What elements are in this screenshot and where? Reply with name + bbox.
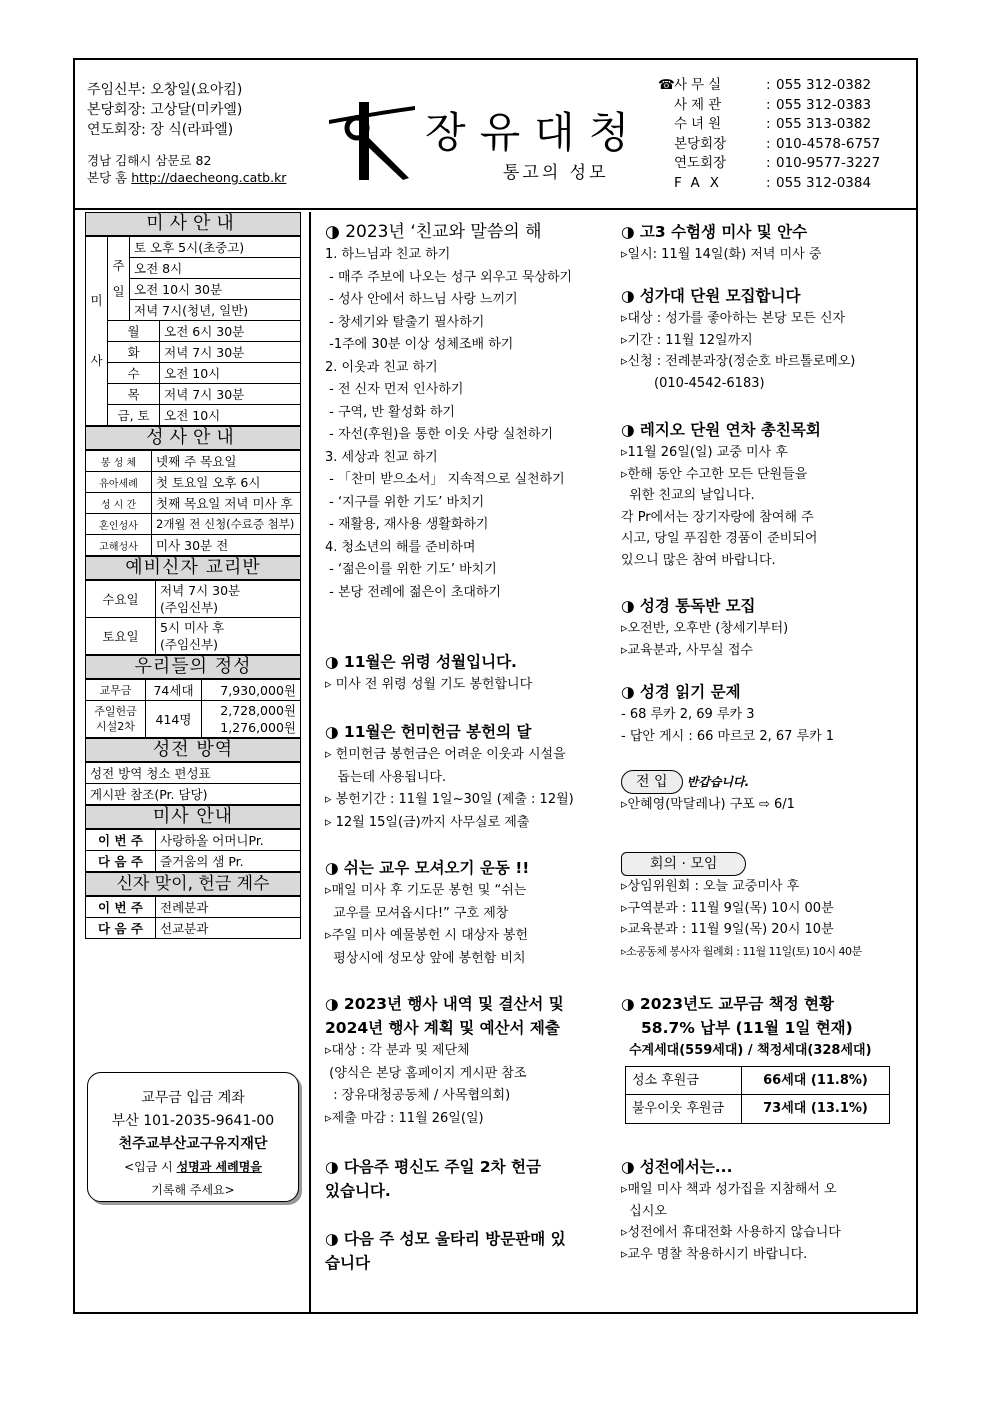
text-line: 4. 청소년의 해를 준비하며: [325, 539, 476, 555]
text-line: ▹성전에서 휴대전화 사용하지 않습니다: [621, 1225, 841, 1240]
staff-row: 본당회장: 고상달(미카엘): [87, 102, 243, 118]
theme-lines: [325, 244, 572, 604]
rice-offering-section: ◑ 11월은 헌미헌금 봉헌의 달 ▹ 헌미헌금 봉헌금은 어려운 이웃과 시설을 돕는데 사용됩니다. ▹ 봉헌기간 : 11월 1일~30일 (제출 : 12월) ▹ 12월 15일(금)까지 사무실로 제출: [325, 720, 574, 834]
bible-quiz-section: ◑ 성경 읽기 문제 - 68 루카 2, 69 루카 3 - 답안 게시 : 66 마르코 2, 67 루카 1: [621, 680, 834, 747]
meeting-section: [621, 852, 862, 962]
text-line: ▹기간 : 11월 12일까지: [621, 332, 753, 348]
bulletin-title: 장유대청: [425, 108, 644, 157]
sacrament-table: 봉 성 체 넷째 주 목요일 유아세례 첫 토요일 오후 6시 성 시 간 첫째 목요일 저녁 미사 후 혼인성사 2개월 전 신청(수료증 첨부) 고해성사 미사 30분 전: [85, 450, 301, 556]
text-line: : 장유대청공동체 / 사목협의회): [325, 1088, 511, 1103]
legio-gathering-section: ◑ 레지오 단원 연차 총친목회 ▹11월 26일(일) 교중 미사 후 ▹한해 동안 수고한 모든 단원들을 위한 친교의 날입니다. 각 Pr에서는 장기자랑에 참여해 주 시고, 당일 푸짐한 경품이 준비되어 있으니 많은 참여 바랍니다.: [621, 418, 821, 571]
staff-row: 연도회장: 장 식(라파엘): [87, 122, 234, 138]
text-line: ▹교육분과 : 11월 9일(목) 20시 10분: [621, 922, 834, 937]
text-line: 각 Pr에서는 장기자랑에 참여해 주: [621, 509, 814, 525]
mass-guide-table: 이 번 주 사랑하올 어머니Pr. 다 음 주 즐거움의 샘 Pr.: [85, 829, 301, 872]
text-line: - 매주 주보에 나오는 성구 외우고 묵상하기: [325, 269, 573, 285]
column-divider: [309, 212, 311, 1314]
text-line: 십시오: [621, 1203, 667, 1219]
offering-table: 교무금 74세대 7,930,000원 주일헌금 시설2차 414명 2,728,000원 1,276,000원: [85, 679, 301, 738]
text-line: ▹구역분과 : 11월 9일(목) 10시 00분: [621, 900, 834, 916]
mass-label: 미 사: [86, 237, 108, 426]
text-line: 교우를 모셔옵시다!” 구호 제창: [325, 905, 509, 921]
contact-row: 사제관 : 055 312-0383: [674, 96, 872, 113]
dues-table: 성소 후원금 66세대 (11.8%) 불우이웃 후원금 73세대 (13.1%): [625, 1066, 890, 1124]
welcome-table: 이 번 주 전례분과 다 음 주 선교분과: [85, 896, 301, 939]
dues-status-section: ◑ 2023년도 교무금 책정 현황 58.7% 납부 (11월 1일 현재) 수계세대(559세대) / 책정세대(328세대) 성소 후원금 66세대 (11.8%) 불우이웃 후원금 73세대 (13.1%): [621, 992, 890, 1124]
inactive-members-section: ◑ 쉬는 교우 모셔오기 운동 !! ▹매일 미사 후 기도문 봉헌 및 “쉬는 교우를 모셔옵시다!” 구호 제창 ▹주일 미사 예물봉헌 시 대상자 봉헌 평상시에 성모상 앞에 봉헌함 비치: [325, 856, 529, 970]
contact-list: [658, 76, 880, 193]
sanctuary-rules-section: ◑ 성전에서는... ▹매일 미사 책과 성가집을 지참해서 오 십시오 ▹성전에서 휴대전화 사용하지 않습니다 ▹교우 명찰 착용하시기 바랍니다.: [621, 1155, 841, 1265]
text-line: ▹안혜영(막달레나) 구포 ⇨ 6/1: [621, 797, 795, 812]
cleaning-table: 성전 방역 청소 편성표 게시판 참조(Pr. 담당): [85, 762, 301, 805]
text-line: (양식은 본당 홈페이지 게시판 참조: [325, 1065, 527, 1081]
text-line: ▹매일 미사 후 기도문 봉헌 및 “쉬는: [325, 883, 527, 898]
text-line: ▹ 봉헌기간 : 11월 1일~30일 (제출 : 12월): [325, 792, 574, 807]
text-line: ▹11월 26일(일) 교중 미사 후: [621, 445, 788, 460]
contact-row: 연도회장 : 010-9577-3227: [674, 155, 881, 171]
contact-row: 수녀원 : 055 313-0382: [674, 116, 872, 132]
contact-row: 본당회장 : 010-4578-6757: [674, 135, 881, 152]
catechism-heading: 예비신자 교리반: [85, 556, 301, 580]
text-line: 2. 이웃과 친교 하기: [325, 359, 438, 375]
text-line: - 답안 게시 : 66 마르코 2, 67 루카 1: [621, 728, 835, 744]
homepage-link[interactable]: http://daecheong.catb.kr: [131, 170, 287, 185]
text-line: ▹교육분과, 사무실 접수: [621, 642, 753, 658]
text-line: ▹ 12월 15일(금)까지 사무실로 제출: [325, 814, 530, 830]
text-line: ▹오전반, 오후반 (창세기부터): [621, 621, 789, 636]
text-line: ▹상임위원회 : 오늘 교중미사 후: [621, 879, 800, 894]
text-line: - 재활용, 재사용 생활화하기: [325, 517, 489, 532]
text-line: - 본당 전례에 젊은이 초대하기: [325, 584, 502, 600]
text-line: 위한 친교의 날입니다.: [621, 488, 755, 503]
text-line: - 「찬미 받으소서」 지속적으로 실천하기: [325, 472, 565, 487]
text-line: - 68 루카 2, 69 루카 3: [621, 707, 755, 722]
offering-heading: 우리들의 정성: [85, 655, 301, 679]
memorial-section: ◑ 11월은 위령 성월입니다. ▹ 미사 전 위령 성월 기도 봉헌합니다: [325, 650, 532, 697]
transfer-badge: 전 입: [621, 770, 683, 794]
contact-row: FAX : 055 312-0384: [674, 174, 872, 191]
sunday-label: 주 일: [108, 237, 130, 321]
text-line: 있으니 많은 참여 바랍니다.: [621, 552, 776, 568]
text-line: ▹신청 : 전례분과장(정순호 바르톨로메오): [621, 354, 856, 369]
text-line: ▹일시: 11월 14일(화) 저녁 미사 중: [621, 247, 822, 262]
text-line: ▹주일 미사 예물봉헌 시 대상자 봉헌: [325, 928, 528, 943]
bible-class-section: ◑ 성경 통독반 모집 ▹오전반, 오후반 (창세기부터) ▹교육분과, 사무실 접수: [621, 594, 788, 661]
cleaning-heading: 성전 방역: [85, 738, 301, 762]
mass-guide-heading: 미사 안내: [85, 805, 301, 829]
text-line: -1주에 30분 이상 성체조배 하기: [325, 337, 514, 352]
text-line: - 자선(후원)을 통한 이웃 사랑 실천하기: [325, 427, 553, 442]
phone-icon: ☎: [658, 77, 675, 93]
meeting-badge: 회의 · 모임: [621, 852, 746, 876]
second-collection-section: ◑ 다음주 평신도 주일 2차 헌금 있습니다.: [325, 1158, 541, 1200]
text-line: (010-4542-6183): [621, 375, 765, 391]
text-line: 돕는데 사용됩니다.: [325, 769, 447, 785]
theme-section: ◑ 2023년 ‘친교와 말씀의 해 1. 하느님과 친교 하기 - 매주 주보에 나오는 성구 외우고 묵상하기 - 성사 안에서 하느님 사랑 느끼기 - 창세기와 탈출기 필사하기 -1주에 30분 이상 성체조배 하기 2. 이웃과 친교 하기 - 전 신자 먼저 인사하기 - 구역, 반 활성화 하기 - 자선(후원)을 통한 이웃 사랑 실천하기 3. 세상과 친교 하기 - 「찬미 받으소서」 지속적으로 실천하기 - ‘지구를 위한 기도’ 바치기 - 재활용, 재사용 생활화하기 4. 청소년의 해를 준비하며 - ‘젊은이를 위한 기도’ 바치기 - 본당 전례에 젊은이 초대하기: [325, 220, 572, 604]
text-line: ▹교우 명찰 착용하시기 바랍니다.: [621, 1246, 808, 1262]
text-line: 3. 세상과 친교 하기: [325, 449, 438, 465]
mass-table: 미 사 주 일 토 오후 5시(초중고) 오전 8시 오전 10시 30분 저녁 7시(청년, 일반) 월 오전 6시 30분 화 저녁 7시 30분 수 오전 10시 목 저녁 7시 30분 금, 토 오전 10시: [85, 236, 301, 426]
text-line: 평상시에 성모상 앞에 봉헌함 비치: [325, 950, 526, 966]
sacrament-heading: 성사안내: [85, 426, 301, 450]
text-line: - 구역, 반 활성화 하기: [325, 404, 455, 420]
exam-mass-section: ◑ 고3 수험생 미사 및 안수 ▹일시: 11월 14일(화) 저녁 미사 중: [621, 220, 821, 266]
staff-row: 주임신부: 오창일(요아킴): [87, 82, 243, 98]
text-line: ▹소공동체 봉사자 월례회 : 11월 11일(토) 10시 40분: [621, 944, 862, 958]
contact-row: ☎ 사무실 : 055 312-0382: [658, 76, 880, 96]
text-line: 시고, 당일 푸짐한 경품이 준비되어: [621, 531, 818, 546]
text-line: ▹ 헌미헌금 봉헌금은 어려운 이웃과 시설을: [325, 747, 566, 762]
text-line: - 전 신자 먼저 인사하기: [325, 382, 464, 397]
text-line: ▹제출 마감 : 11월 26일(일): [325, 1110, 484, 1126]
address: 경남 김해시 삼문로 82 본당 홈 http://daecheong.catb.kr: [87, 153, 287, 185]
text-line: ▹ 미사 전 위령 성월 기도 봉헌합니다: [325, 677, 533, 692]
bulletin-subtitle: 통고의 성모: [503, 163, 609, 183]
left-column: [85, 212, 301, 939]
text-line: - ‘지구를 위한 기도’ 바치기: [325, 494, 485, 510]
header: [75, 60, 916, 210]
text-line: ▹대상 : 성가를 좋아하는 본당 모든 신자: [621, 311, 846, 326]
text-line: - 창세기와 탈출기 필사하기: [325, 314, 485, 330]
text-line: ▹한해 동안 수고한 모든 단원들을: [621, 466, 808, 482]
cross-logo-icon: [327, 98, 417, 182]
event-report-section: ◑ 2023년 행사 내역 및 결산서 및 2024년 행사 계획 및 예산서 제출 ▹대상 : 각 분과 및 제단체 (양식은 본당 홈페이지 게시판 참조 : 장유대청공동체 / 사목협의회) ▹제출 마감 : 11월 26일(일): [325, 992, 564, 1130]
bank-account-box: 교무금 입금 계좌 부산 101-2035-9641-00 천주교부산교구유지재단 <입금 시 성명과 세례명을 기록해 주세요>: [87, 1072, 299, 1202]
text-line: - 성사 안에서 하느님 사랑 느끼기: [325, 292, 518, 307]
transfer-section: 전 입 반갑습니다. ▹안혜영(막달레나) 구포 ⇨ 6/1: [621, 770, 795, 816]
welcome-heading: 신자 맞이, 헌금 계수: [85, 872, 301, 896]
text-line: - ‘젊은이를 위한 기도’ 바치기: [325, 562, 497, 577]
text-line: ▹매일 미사 책과 성가집을 지참해서 오: [621, 1182, 837, 1197]
catechism-table: 수요일 저녁 7시 30분 (주임신부) 토요일 5시 미사 후 (주임신부): [85, 580, 301, 655]
text-line: ▹대상 : 각 분과 및 제단체: [325, 1043, 470, 1058]
bulletin-page: [73, 58, 918, 1314]
mass-heading: 미사안내: [85, 212, 301, 236]
choir-recruit-section: ◑ 성가대 단원 모집합니다 ▹대상 : 성가를 좋아하는 본당 모든 신자 ▹기간 : 11월 12일까지 ▹신청 : 전례분과장(정순호 바르톨로메오) (010-4542-6183): [621, 284, 855, 394]
text-line: 1. 하느님과 친교 하기: [325, 247, 451, 262]
sale-visit-section: ◑ 다음 주 성모 울타리 방문판매 있 습니다: [325, 1230, 566, 1272]
staff-info: [87, 80, 286, 186]
